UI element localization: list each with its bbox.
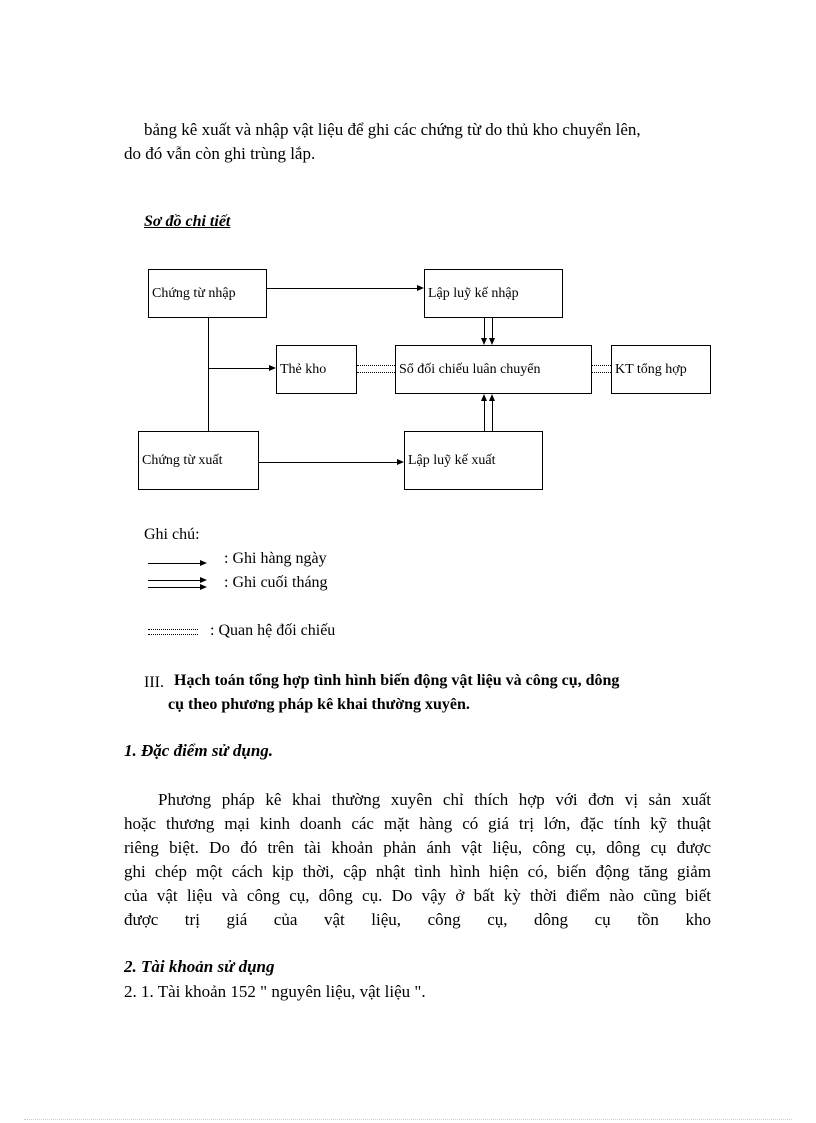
legend-monthly-head-1 — [200, 577, 207, 583]
box-lap-luy-ke-xuat: Lập luỹ kế xuất — [404, 431, 543, 490]
arrow-xuat-line — [259, 462, 397, 463]
arrow-the-kho-head — [269, 365, 276, 371]
dotted-kt-1 — [592, 365, 611, 366]
double-down-line-1 — [484, 318, 485, 338]
legend-compare-line-2 — [148, 634, 198, 635]
double-up-line-2 — [492, 401, 493, 431]
arrow-nhap-head — [417, 285, 424, 291]
dotted-the-kho-1 — [357, 365, 395, 366]
double-up-line-1 — [484, 401, 485, 431]
diagram-title: Sơ đồ chi tiết — [144, 213, 231, 230]
vertical-connector — [208, 318, 209, 431]
legend-daily-label: : Ghi hàng ngày — [224, 550, 327, 567]
box-kt-tong-hop: KT tổng hợp — [611, 345, 711, 394]
double-down-line-2 — [492, 318, 493, 338]
double-down-head-1 — [481, 338, 487, 345]
box-so-doi-chieu: Sổ đối chiếu luân chuyển — [395, 345, 592, 394]
sub-1-line-3: riêng biệt. Do đó trên tài khoản phản ánh vật liệu, công cụ, dông cụ được — [124, 838, 711, 857]
double-down-head-2 — [489, 338, 495, 345]
legend-monthly-label: : Ghi cuối tháng — [224, 574, 328, 591]
intro-line-2: do đó vẫn còn ghi trùng lắp. — [124, 144, 316, 163]
box-lap-luy-ke-nhap: Lập luỹ kế nhập — [424, 269, 563, 318]
box-chung-tu-nhap: Chứng từ nhập — [148, 269, 267, 318]
legend-compare-label: : Quan hệ đối chiếu — [210, 622, 336, 639]
box-chung-tu-xuat: Chứng từ xuất — [138, 431, 259, 490]
legend-monthly-line-2 — [148, 587, 200, 588]
double-up-head-2 — [489, 394, 495, 401]
page-bottom-border — [24, 1119, 792, 1120]
sub-1-line-1: Phương pháp kê khai thường xuyên chỉ thích hợp với đơn vị sản xuất — [158, 790, 711, 809]
legend-monthly-head-2 — [200, 584, 207, 590]
legend-monthly-line-1 — [148, 580, 200, 581]
arrow-xuat-head — [397, 459, 404, 465]
sub-1-heading: 1. Đặc điểm sử dụng. — [124, 741, 274, 760]
box-the-kho: Thẻ kho — [276, 345, 357, 394]
arrow-the-kho-line — [208, 368, 269, 369]
sub-1-line-4: ghi chép một cách kịp thời, cập nhật tình hình hiện có, biến động tăng giảm — [124, 862, 711, 881]
sub-1-line-6: được trị giá của vật liệu, công cụ, dông cụ tồn kho — [124, 910, 711, 929]
legend-title: Ghi chú: — [144, 526, 200, 543]
section-3-number: III. — [144, 674, 164, 691]
sub-2-line-1: 2. 1. Tài khoản 152 " nguyên liệu, vật liệu ". — [124, 982, 426, 1001]
intro-line-1: bảng kê xuất và nhập vật liệu để ghi các chứng từ do thủ kho chuyển lên, — [144, 120, 641, 139]
dotted-the-kho-2 — [357, 372, 395, 373]
dotted-kt-2 — [592, 372, 611, 373]
sub-1-line-5: của vật liệu và công cụ, dông cụ. Do vậy ở bất kỳ thời điểm nào cũng biết — [124, 886, 711, 905]
sub-1-line-2: hoặc thương mại kinh doanh các mặt hàng có giá trị lớn, đặc tính kỹ thuật — [124, 814, 711, 833]
legend-daily-head — [200, 560, 207, 566]
legend-daily-line — [148, 563, 200, 564]
section-3-title-line-1: Hạch toán tổng hợp tình hình biến động vật liệu và công cụ, dông — [174, 672, 620, 689]
sub-2-heading: 2. Tài khoản sử dụng — [124, 957, 275, 976]
double-up-head-1 — [481, 394, 487, 401]
section-3-title-line-2: cụ theo phương pháp kê khai thường xuyên. — [168, 696, 470, 713]
arrow-nhap-line — [267, 288, 417, 289]
legend-compare-line-1 — [148, 629, 198, 630]
